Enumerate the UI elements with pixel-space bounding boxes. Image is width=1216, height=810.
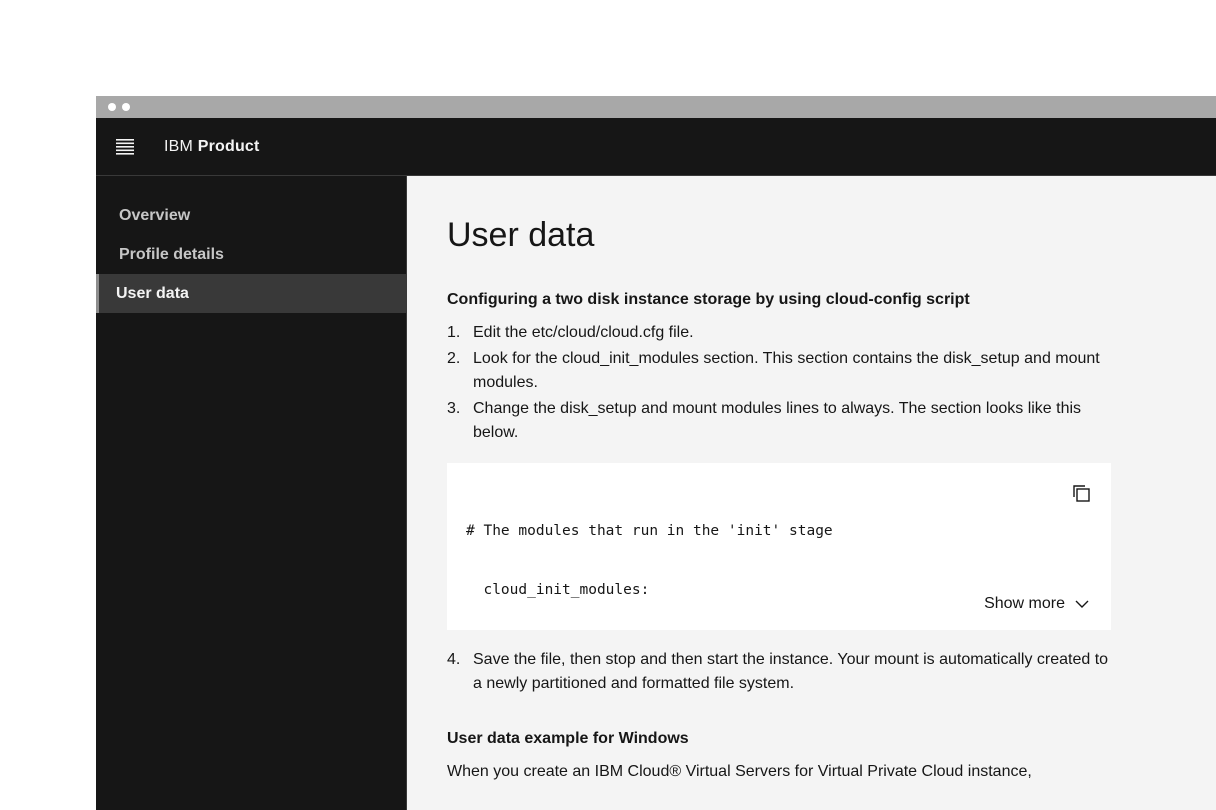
brand-name: Product: [197, 137, 260, 155]
list-item: [447, 321, 1111, 345]
step-number: 3.: [447, 400, 461, 417]
page-title: User data: [447, 216, 595, 254]
main-content: [407, 176, 1216, 810]
copy-icon[interactable]: [1069, 481, 1093, 505]
code-line: cloud_init_modules:: [466, 581, 650, 598]
sidenav-item-profile-details[interactable]: Profile details: [119, 245, 224, 263]
code-line: # The modules that run in the 'init' stage: [466, 523, 833, 539]
step-text: Edit the etc/cloud/cloud.cfg file.: [473, 324, 694, 341]
window-titlebar: [96, 96, 1216, 118]
steps-list-continued: [447, 648, 1111, 696]
list-item: [447, 648, 1111, 696]
code-lines[interactable]: [466, 483, 833, 630]
list-item: [447, 347, 1111, 395]
product-name[interactable]: [164, 138, 260, 156]
step-number: 4.: [447, 651, 461, 668]
step-text: Change the disk_setup and mount modules lines to always. The section looks like this below.: [473, 400, 1082, 441]
chevron-down-icon: [1075, 599, 1089, 609]
step-text: Look for the cloud_init_modules section. This section contains the disk_setup and mount modules.: [473, 350, 1100, 391]
side-nav: [96, 176, 407, 810]
menu-icon[interactable]: [96, 118, 154, 176]
code-snippet: [447, 463, 1111, 630]
app-header: [96, 118, 1216, 176]
steps-list: [447, 321, 1111, 445]
sidenav-item-user-data[interactable]: User data: [96, 274, 406, 313]
section-title-cloud-config: Configuring a two disk instance storage by using cloud-config script: [447, 291, 970, 308]
step-text: Save the file, then stop and then start the instance. Your mount is automatically created to a newly partitioned and formatted file system.: [473, 651, 1109, 692]
show-more-label: Show more: [984, 595, 1065, 612]
section-paragraph: When you create an IBM Cloud® Virtual Servers for Virtual Private Cloud instance,: [447, 763, 1032, 780]
window-dot-close[interactable]: [108, 103, 116, 111]
browser-window: [96, 96, 1216, 810]
step-number: 1.: [447, 324, 461, 341]
step-number: 2.: [447, 350, 461, 367]
sidenav-item-overview[interactable]: Overview: [119, 206, 191, 224]
brand-prefix: IBM: [164, 137, 194, 155]
section-title-windows: User data example for Windows: [447, 730, 689, 747]
list-item: [447, 397, 1111, 445]
show-more-button[interactable]: [984, 595, 1089, 613]
window-dot-minimize[interactable]: [122, 103, 130, 111]
